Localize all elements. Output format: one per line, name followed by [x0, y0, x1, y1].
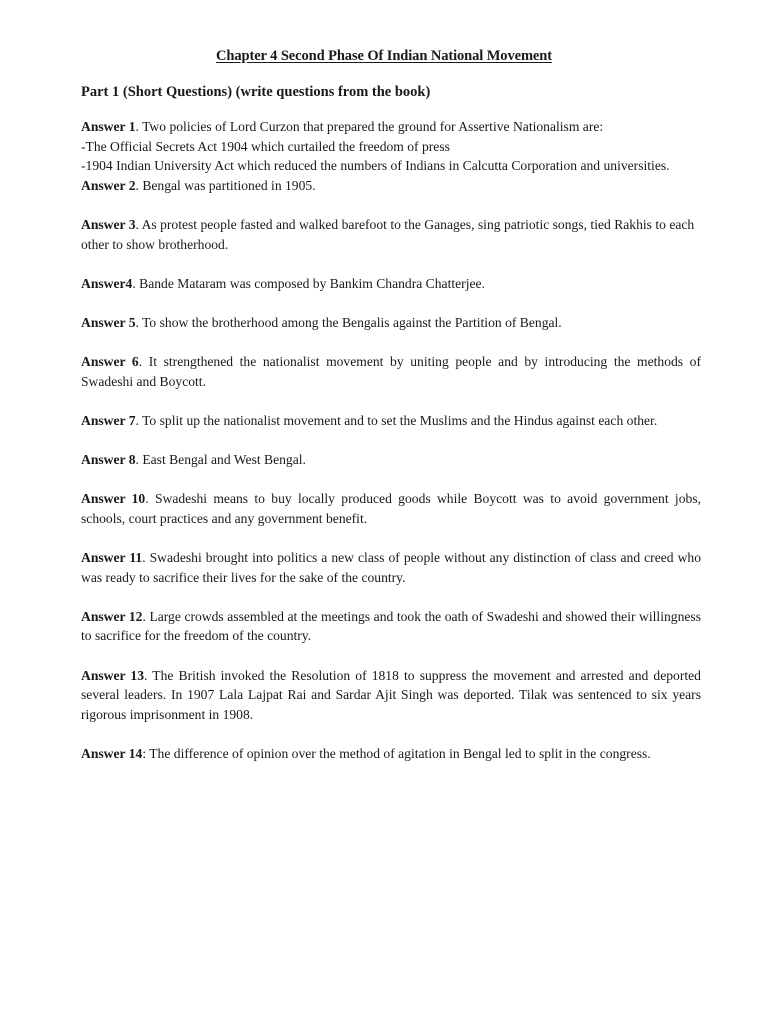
answer-separator: . — [138, 354, 149, 370]
answer-2 — [81, 176, 701, 196]
answer-12 — [81, 607, 701, 646]
answer-label: Answer 1 — [81, 119, 136, 134]
answer-separator: . — [142, 550, 150, 566]
answer-label: Answer 7 — [81, 412, 136, 428]
answers-list — [81, 117, 701, 764]
answer-text: As protest people fasted and walked barefoot to the Ganages, sing patriotic songs, tied Rakhis to each other to show brotherhood. — [81, 216, 695, 252]
answer-14 — [81, 744, 701, 764]
answer-13 — [81, 666, 701, 725]
answer-label: Answer 12 — [81, 608, 143, 624]
answer-label: Answer 6 — [81, 354, 139, 370]
answer-4 — [81, 274, 701, 294]
answer-separator: . — [135, 119, 143, 134]
answer-text: Large crowds assembled at the meetings and took the oath of Swadeshi and showed their willingness to sacrifice for the freedom of the country. — [81, 608, 701, 644]
answer-label: Answer 13 — [81, 667, 145, 683]
answer-label: Answer 3 — [81, 216, 136, 232]
answer-sub-line: -1904 Indian University Act which reduced the numbers of Indians in Calcutta Corporation and universities. — [81, 158, 670, 174]
answer-label: Answer 5 — [81, 314, 136, 330]
answer-text: The British invoked the Resolution of 1818 to suppress the movement and arrested and deported several leaders. In 1907 Lala Lajpat Rai and Sardar Ajit Singh was deported. Tilak was sentenced to six years rigorous imprisonment in 1908. — [81, 667, 701, 722]
answer-separator: . — [145, 491, 155, 507]
answer-text: Bengal was partitioned in 1905. — [142, 177, 316, 193]
answer-label: Answer 14 — [81, 746, 143, 761]
answer-separator: : — [142, 746, 150, 761]
answer-text: It strengthened the nationalist movement by uniting people and by introducing the methods of Swadeshi and Boycott. — [81, 354, 702, 389]
part-heading: Part 1 (Short Questions) (write questions from the book) — [81, 84, 431, 100]
answer-separator: . — [135, 412, 143, 428]
answer-1 — [81, 117, 701, 176]
answer-separator: . — [144, 667, 153, 683]
answer-text: Bande Mataram was composed by Bankim Chandra Chatterjee. — [139, 275, 485, 291]
answer-sub-line: -The Official Secrets Act 1904 which curtailed the freedom of press — [81, 138, 450, 154]
answer-8 — [81, 450, 701, 470]
answer-text: Swadeshi means to buy locally produced goods while Boycott was to avoid government jobs, schools, court practices and any government benefit. — [81, 491, 701, 526]
answer-5 — [81, 313, 701, 333]
answer-separator: . — [135, 216, 142, 232]
answer-11 — [81, 548, 701, 587]
answer-label: Answer4 — [81, 275, 133, 291]
answer-separator: . — [142, 608, 150, 624]
answer-7 — [81, 411, 701, 431]
answer-3 — [81, 215, 701, 254]
answer-label: Answer 8 — [81, 452, 136, 468]
answer-separator: . — [135, 314, 143, 330]
answer-text: Two policies of Lord Curzon that prepared the ground for Assertive Nationalism are: — [142, 119, 604, 134]
answer-label: Answer 10 — [81, 491, 146, 507]
answer-label: Answer 2 — [81, 177, 136, 193]
answer-text: To show the brotherhood among the Bengalis against the Partition of Bengal. — [142, 314, 562, 330]
answer-text: The difference of opinion over the method of agitation in Bengal led to split in the congress. — [149, 746, 651, 761]
answer-text: To split up the nationalist movement and to set the Muslims and the Hindus against each other. — [142, 412, 658, 428]
answer-separator: . — [135, 177, 143, 193]
answer-10 — [81, 489, 701, 528]
answer-separator: . — [132, 275, 140, 291]
answer-separator: . — [135, 452, 143, 468]
page-title: Chapter 4 Second Phase Of Indian National Movement — [216, 48, 552, 64]
answer-label: Answer 11 — [81, 550, 143, 566]
answer-6 — [81, 352, 701, 391]
answer-text: Swadeshi brought into politics a new class of people without any distinction of class and creed who was ready to sacrifice their lives for the sake of the country. — [81, 550, 702, 585]
answer-text: East Bengal and West Bengal. — [142, 452, 306, 468]
